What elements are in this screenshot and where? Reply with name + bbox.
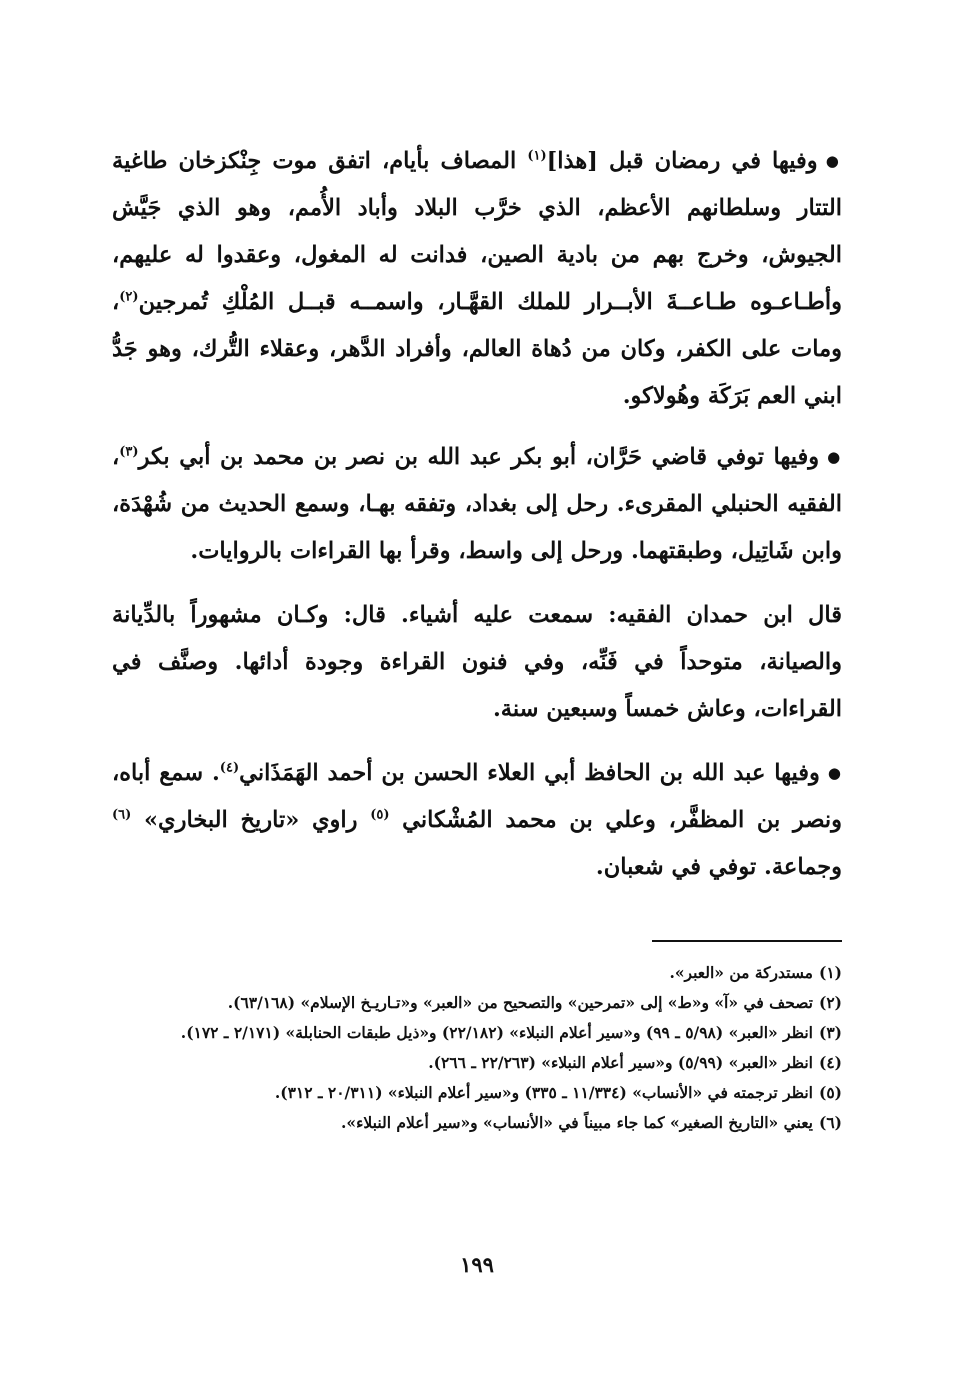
paragraph-text: وفيها في رمضان قبل [هذا] bbox=[546, 148, 818, 174]
footnotes-list bbox=[112, 958, 842, 1138]
paragraph-text: وفيها عبد الله بن الحافظ أبي العلاء الحسن بن أحمد الهَمَذَاني bbox=[239, 760, 820, 786]
footnote-number: (٢) bbox=[818, 993, 842, 1012]
footnote-item bbox=[112, 988, 842, 1018]
footnote-text: مستدركة من «العبر». bbox=[669, 963, 813, 982]
footnote-reference: (٣) bbox=[119, 444, 139, 460]
footnote-text: انظر «العبر» (٥/٩٩) و«سير أعلام النبلاء» (٢٢/٢٦٣ ـ ٢٦٦). bbox=[428, 1053, 813, 1072]
footnote-text: يعني «التاريخ الصغير» كما جاء مبيناً في «الأنساب» و«سير أعلام النبلاء». bbox=[341, 1113, 813, 1132]
paragraph-text: راوي «تاريخ البخاري» bbox=[131, 807, 371, 833]
footnote-reference: (٤) bbox=[219, 760, 240, 776]
paragraph-text: وجماعة. توفي في شعبان. bbox=[595, 854, 842, 880]
footnote-reference: (٦) bbox=[112, 807, 132, 823]
footnote-text: انظر «العبر» (٥/٩٨ ـ ٩٩) و«سير أعلام النبلاء» (٢٢/١٨٢) و«ذيل طبقات الحنابلة» (٢/١٧١ ـ ١٧٢). bbox=[180, 1023, 813, 1042]
footnote-reference: (١) bbox=[527, 148, 547, 164]
footnote-reference: (٥) bbox=[370, 807, 390, 823]
footnote-number: (٥) bbox=[818, 1083, 842, 1102]
footnote-item bbox=[112, 1078, 842, 1108]
bullet-icon: ● bbox=[827, 448, 842, 466]
footnote-number: (٦) bbox=[818, 1113, 842, 1132]
paragraph-text: وفيها توفي قاضي حَرَّان، أبو بكر عبد الله بن نصر بن محمد بن أبي بكر bbox=[138, 444, 820, 470]
footnote-text: تصحف في «آ» و«ط» إلى «تمرحين» والتصحيح من «العبر» و«تـاريـخ الإسلام» (٦٣/١٦٨). bbox=[227, 993, 813, 1012]
body-paragraph bbox=[112, 138, 842, 420]
footnote-number: (٣) bbox=[818, 1023, 842, 1042]
footnote-item bbox=[112, 1018, 842, 1048]
paragraph-text: قال ابن حمدان الفقيه: سمعت عليه أشياء. قال: وكـان مشهوراً بالدِّيانة والصيانة، متوحداً في فَنِّه، وفي فنون القراءة وجودة أدائها. وصنَّف في القراءات، وعاش خمساً وسبعين سنة. bbox=[112, 602, 842, 722]
paragraph-text: المصاف بأيام، اتفق موت جِنْكزخان طاغية التتار وسلطانهم الأعظم، الذي خرَّب البلاد وأباد الأُمم، وهو الذي جَيَّش الجيوش، وخرج بهم من بادية الصين، فدانت له المغول، وعقدوا له عليهم، وأطـاعـوه طـاعــةَ الأبــرار للملك القهَّـار، واسمــه قبــل المُلْكِ تُمرجين bbox=[112, 148, 842, 315]
main-text bbox=[112, 138, 842, 908]
footnote-item bbox=[112, 1108, 842, 1138]
footnote-number: (١) bbox=[818, 963, 842, 982]
paragraph-text: ، ومات على الكفر، وكان من دُهاة العالم، وأفراد الدَّهر، وعقلاء التُّرك، وهو جَدُّ ابني العم بَرَكَة وهُولاكو. bbox=[112, 289, 842, 409]
body-paragraph bbox=[112, 434, 842, 575]
footnote-separator bbox=[652, 940, 842, 942]
paragraph-text: ، الفقيه الحنبلي المقرىء. رحل إلى بغداد، وتفقه بهـا، وسمع الحديث من شُهْدَة، وابن شَاتِيل، وطبقتهما. ورحل إلى واسط، وقرأ بها القراءات بالروايات. bbox=[112, 444, 842, 564]
footnote-number: (٤) bbox=[818, 1053, 842, 1072]
bullet-icon: ● bbox=[827, 764, 842, 782]
paragraph-text: . سمع أباه، ونصر بن المظفَّر، وعلي بن محمد المُشْكاني bbox=[112, 760, 842, 833]
footnote-item bbox=[112, 1048, 842, 1078]
footnote-item bbox=[112, 958, 842, 988]
page-number: ١٩٩ bbox=[460, 1252, 494, 1277]
body-paragraph bbox=[112, 592, 842, 733]
bullet-icon: ● bbox=[825, 152, 843, 170]
footnote-reference: (٢) bbox=[119, 289, 139, 305]
footnote-text: انظر ترجمته في «الأنساب» (١١/٣٣٤ ـ ٣٣٥) و«سير أعلام النبلاء» (٢٠/٣١١ ـ ٣١٢). bbox=[274, 1083, 813, 1102]
body-paragraph bbox=[112, 750, 842, 891]
